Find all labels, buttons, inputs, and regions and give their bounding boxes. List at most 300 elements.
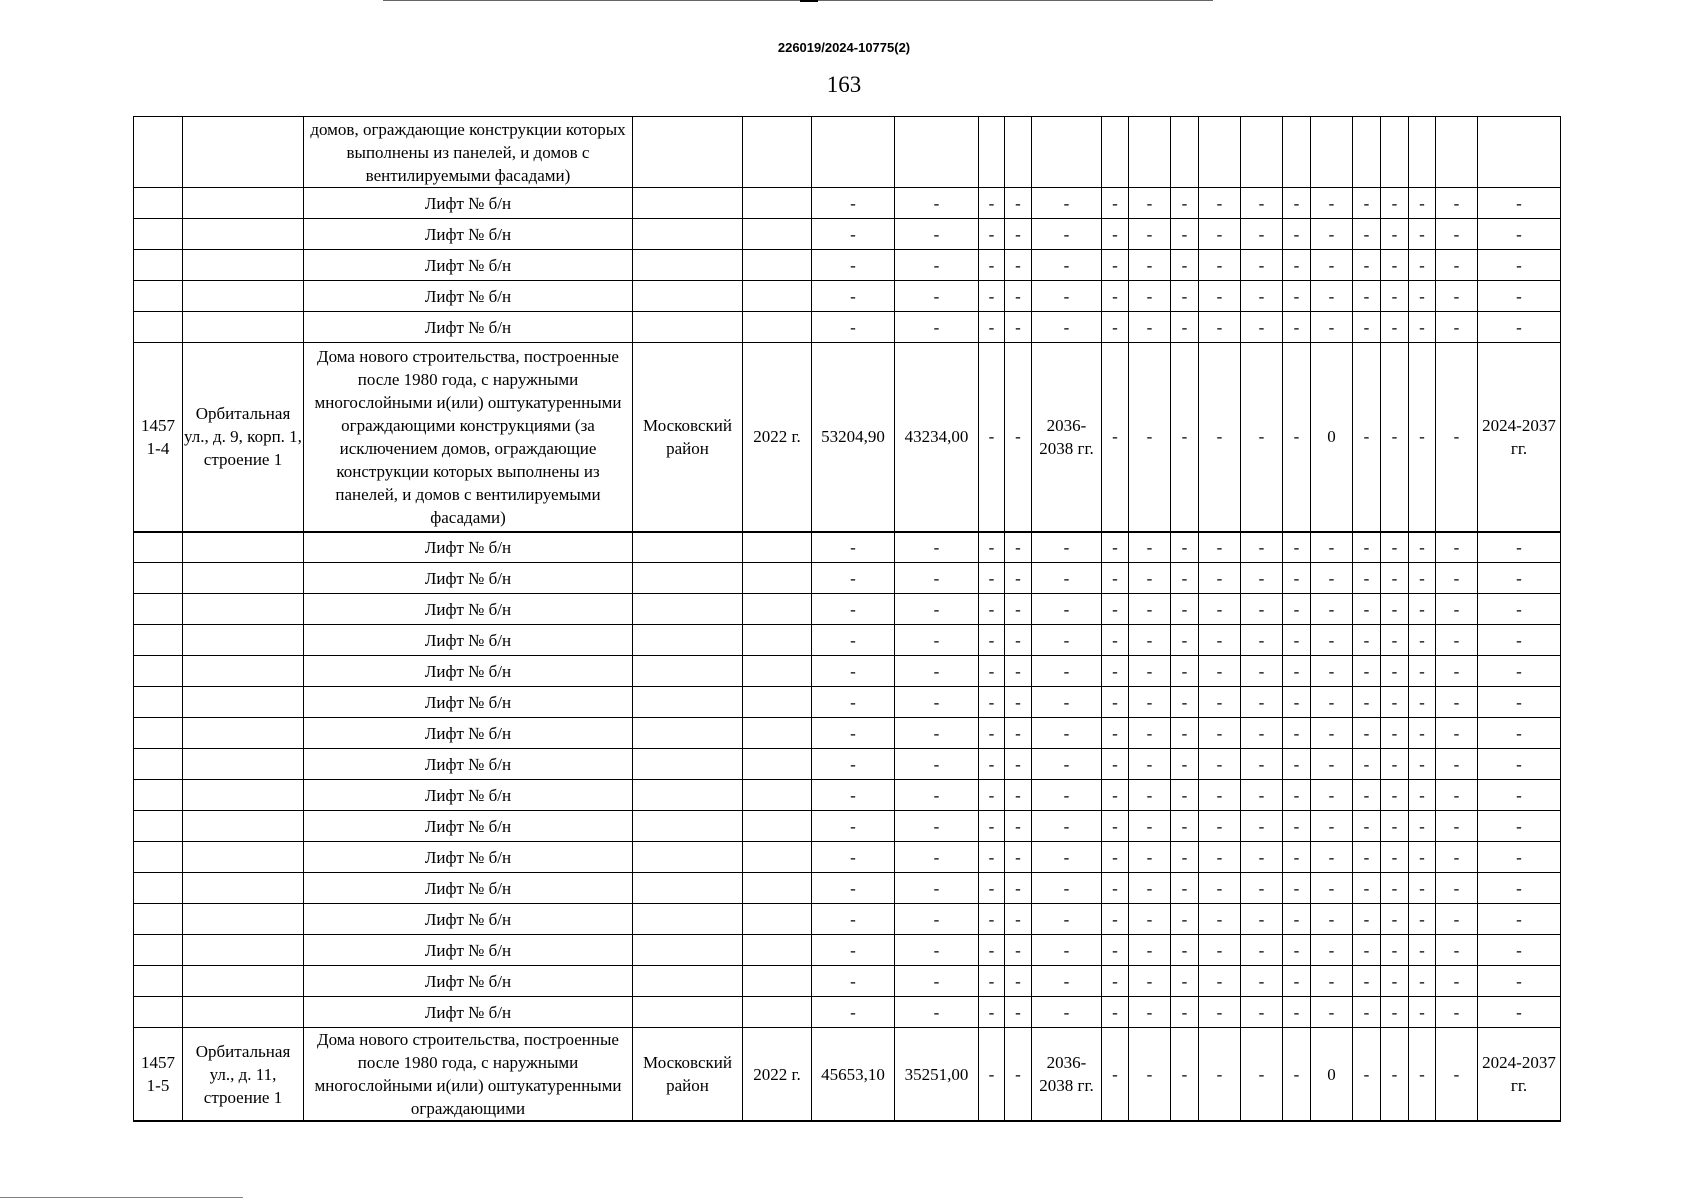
- cell-c17: -: [1311, 997, 1353, 1028]
- cell-c20: -: [1409, 656, 1436, 687]
- cell-c14: -: [1199, 563, 1241, 594]
- cell-c21: -: [1436, 904, 1478, 935]
- cell-c11: -: [1102, 811, 1129, 842]
- cell-c17: -: [1311, 625, 1353, 656]
- cell-c9: -: [1005, 343, 1032, 532]
- cell-row-number: [134, 904, 183, 935]
- cell-c19: [1381, 117, 1409, 188]
- cell-row-number: [134, 281, 183, 312]
- cell-c17: -: [1311, 594, 1353, 625]
- cell-c13: -: [1171, 935, 1199, 966]
- cell-c13: -: [1171, 842, 1199, 873]
- cell-c11: -: [1102, 188, 1129, 219]
- cell-residential-area: -: [895, 780, 979, 811]
- cell-repair-term: [1478, 117, 1561, 188]
- cell-c12: -: [1129, 749, 1171, 780]
- cell-repair-period: -: [1032, 250, 1102, 281]
- cell-repair-period: -: [1032, 625, 1102, 656]
- cell-c20: -: [1409, 718, 1436, 749]
- lift-row: [134, 281, 1561, 312]
- cell-c16: -: [1283, 904, 1311, 935]
- cell-c21: -: [1436, 997, 1478, 1028]
- cell-c14: -: [1199, 966, 1241, 997]
- cell-c19: -: [1381, 281, 1409, 312]
- cell-c16: -: [1283, 687, 1311, 718]
- cell-c20: -: [1409, 281, 1436, 312]
- cell-c13: -: [1171, 594, 1199, 625]
- cell-c13: -: [1171, 997, 1199, 1028]
- cell-c18: -: [1353, 594, 1381, 625]
- house-row: [134, 343, 1561, 532]
- cell-total-area: -: [812, 563, 895, 594]
- cell-c14: -: [1199, 188, 1241, 219]
- cell-c21: -: [1436, 250, 1478, 281]
- cell-district: [633, 935, 743, 966]
- cell-c15: -: [1241, 188, 1283, 219]
- cell-c16: -: [1283, 312, 1311, 343]
- cell-c8: -: [979, 219, 1005, 250]
- cell-c15: -: [1241, 563, 1283, 594]
- cell-c14: -: [1199, 250, 1241, 281]
- cell-c12: -: [1129, 219, 1171, 250]
- cell-building-type: Лифт № б/н: [304, 250, 633, 281]
- cell-c18: -: [1353, 718, 1381, 749]
- cell-total-area: -: [812, 997, 895, 1028]
- cell-c12: -: [1129, 1028, 1171, 1122]
- cell-repair-period: -: [1032, 656, 1102, 687]
- cell-district: Московский район: [633, 343, 743, 532]
- cell-address: [183, 312, 304, 343]
- cell-c9: -: [1005, 219, 1032, 250]
- cell-c13: -: [1171, 966, 1199, 997]
- cell-c8: -: [979, 749, 1005, 780]
- cell-repair-term: -: [1478, 811, 1561, 842]
- cell-building-type: Дома нового строительства, построенные после 1980 года, с наружными многослойными и(или) оштукатуренными ограждающими: [304, 1028, 633, 1122]
- cell-c18: -: [1353, 532, 1381, 563]
- lift-row: [134, 749, 1561, 780]
- lift-row: [134, 188, 1561, 219]
- cell-c11: -: [1102, 625, 1129, 656]
- cell-c13: -: [1171, 343, 1199, 532]
- cell-building-type: Лифт № б/н: [304, 718, 633, 749]
- cell-residential-area: -: [895, 842, 979, 873]
- cell-total-area: [812, 117, 895, 188]
- cell-c18: -: [1353, 749, 1381, 780]
- cell-row-number: [134, 749, 183, 780]
- cell-residential-area: -: [895, 935, 979, 966]
- cell-repair-period: 2036-2038 гг.: [1032, 343, 1102, 532]
- cell-c17: -: [1311, 718, 1353, 749]
- cell-inspection-year: [743, 997, 812, 1028]
- cell-c21: -: [1436, 188, 1478, 219]
- cell-c18: -: [1353, 935, 1381, 966]
- cell-c14: -: [1199, 935, 1241, 966]
- cell-c18: -: [1353, 966, 1381, 997]
- cell-c11: -: [1102, 563, 1129, 594]
- cell-c15: -: [1241, 532, 1283, 563]
- cell-c18: -: [1353, 656, 1381, 687]
- cell-c12: -: [1129, 842, 1171, 873]
- cell-inspection-year: [743, 532, 812, 563]
- cell-c18: -: [1353, 343, 1381, 532]
- cell-total-area: -: [812, 312, 895, 343]
- cell-building-type: Лифт № б/н: [304, 532, 633, 563]
- cell-c11: -: [1102, 594, 1129, 625]
- cell-building-type: Лифт № б/н: [304, 904, 633, 935]
- cell-c19: -: [1381, 625, 1409, 656]
- cell-c8: -: [979, 281, 1005, 312]
- cell-inspection-year: [743, 687, 812, 718]
- cell-c9: -: [1005, 281, 1032, 312]
- cell-residential-area: -: [895, 312, 979, 343]
- cell-c11: -: [1102, 219, 1129, 250]
- cell-c9: -: [1005, 188, 1032, 219]
- cell-inspection-year: [743, 656, 812, 687]
- cell-c8: -: [979, 594, 1005, 625]
- cell-row-number: 1457 1-4: [134, 343, 183, 532]
- cell-c16: -: [1283, 250, 1311, 281]
- cell-c14: -: [1199, 811, 1241, 842]
- cell-building-type: Лифт № б/н: [304, 842, 633, 873]
- cell-inspection-year: [743, 594, 812, 625]
- cell-district: [633, 873, 743, 904]
- cell-c19: -: [1381, 842, 1409, 873]
- cell-repair-term: -: [1478, 656, 1561, 687]
- cell-c8: -: [979, 811, 1005, 842]
- cell-total-area: -: [812, 718, 895, 749]
- cell-row-number: [134, 718, 183, 749]
- cell-c13: [1171, 117, 1199, 188]
- cell-address: [183, 117, 304, 188]
- cell-c11: -: [1102, 780, 1129, 811]
- cell-c18: -: [1353, 1028, 1381, 1122]
- cell-district: [633, 687, 743, 718]
- cell-c20: -: [1409, 343, 1436, 532]
- cell-inspection-year: [743, 935, 812, 966]
- cell-c16: -: [1283, 625, 1311, 656]
- cell-district: [633, 749, 743, 780]
- cell-address: [183, 749, 304, 780]
- cell-repair-term: -: [1478, 687, 1561, 718]
- cell-c15: -: [1241, 281, 1283, 312]
- cell-residential-area: -: [895, 594, 979, 625]
- cell-c19: -: [1381, 250, 1409, 281]
- cell-c8: -: [979, 250, 1005, 281]
- cell-c11: -: [1102, 997, 1129, 1028]
- cell-inspection-year: [743, 811, 812, 842]
- cell-district: [633, 250, 743, 281]
- cell-repair-term: -: [1478, 749, 1561, 780]
- cell-c15: -: [1241, 966, 1283, 997]
- cell-c9: -: [1005, 718, 1032, 749]
- cell-total-area: -: [812, 780, 895, 811]
- cell-repair-period: -: [1032, 966, 1102, 997]
- cell-c11: -: [1102, 250, 1129, 281]
- cell-c13: -: [1171, 780, 1199, 811]
- cell-building-type: Лифт № б/н: [304, 873, 633, 904]
- cell-c8: -: [979, 312, 1005, 343]
- cell-c17: -: [1311, 250, 1353, 281]
- cell-c20: -: [1409, 997, 1436, 1028]
- cell-c8: -: [979, 718, 1005, 749]
- cell-row-number: [134, 811, 183, 842]
- cell-c16: -: [1283, 842, 1311, 873]
- cell-inspection-year: 2022 г.: [743, 1028, 812, 1122]
- cell-residential-area: -: [895, 997, 979, 1028]
- lift-row: [134, 656, 1561, 687]
- cell-building-type: Лифт № б/н: [304, 966, 633, 997]
- cell-residential-area: -: [895, 749, 979, 780]
- cell-c20: -: [1409, 811, 1436, 842]
- cell-c20: -: [1409, 904, 1436, 935]
- cell-address: [183, 532, 304, 563]
- cell-district: [633, 532, 743, 563]
- cell-c8: -: [979, 687, 1005, 718]
- cell-repair-term: -: [1478, 935, 1561, 966]
- lift-row: [134, 966, 1561, 997]
- cell-c9: -: [1005, 780, 1032, 811]
- cell-c18: -: [1353, 563, 1381, 594]
- cell-building-type: Лифт № б/н: [304, 780, 633, 811]
- cell-c15: -: [1241, 997, 1283, 1028]
- cell-repair-term: -: [1478, 563, 1561, 594]
- cell-c19: -: [1381, 811, 1409, 842]
- cell-c14: -: [1199, 656, 1241, 687]
- cell-c14: -: [1199, 343, 1241, 532]
- cell-c8: -: [979, 656, 1005, 687]
- cell-c16: -: [1283, 594, 1311, 625]
- cell-c9: [1005, 117, 1032, 188]
- cell-residential-area: -: [895, 718, 979, 749]
- cell-inspection-year: [743, 842, 812, 873]
- cell-total-area: -: [812, 188, 895, 219]
- cell-c9: -: [1005, 1028, 1032, 1122]
- cell-residential-area: -: [895, 904, 979, 935]
- lift-row: [134, 904, 1561, 935]
- cell-c9: -: [1005, 997, 1032, 1028]
- cell-c21: -: [1436, 687, 1478, 718]
- cell-inspection-year: [743, 873, 812, 904]
- cell-c12: -: [1129, 343, 1171, 532]
- cell-c17: -: [1311, 780, 1353, 811]
- cell-address: [183, 935, 304, 966]
- lift-row: [134, 250, 1561, 281]
- cell-address: [183, 219, 304, 250]
- cell-c21: -: [1436, 780, 1478, 811]
- cell-c14: -: [1199, 625, 1241, 656]
- cell-c11: -: [1102, 966, 1129, 997]
- cell-residential-area: -: [895, 250, 979, 281]
- cell-c18: -: [1353, 842, 1381, 873]
- cell-c11: -: [1102, 718, 1129, 749]
- cell-total-area: -: [812, 625, 895, 656]
- cell-c12: -: [1129, 935, 1171, 966]
- cell-c20: -: [1409, 749, 1436, 780]
- cell-c9: -: [1005, 935, 1032, 966]
- cell-repair-period: -: [1032, 594, 1102, 625]
- cell-c17: -: [1311, 935, 1353, 966]
- cell-address: [183, 780, 304, 811]
- cell-c12: -: [1129, 250, 1171, 281]
- cell-c14: -: [1199, 219, 1241, 250]
- cell-c14: -: [1199, 532, 1241, 563]
- cell-c19: -: [1381, 188, 1409, 219]
- cell-c15: -: [1241, 625, 1283, 656]
- cell-c14: [1199, 117, 1241, 188]
- cell-building-type: Лифт № б/н: [304, 656, 633, 687]
- cell-total-area: -: [812, 250, 895, 281]
- cell-repair-term: -: [1478, 625, 1561, 656]
- cell-address: Орбитальная ул., д. 11, строение 1: [183, 1028, 304, 1122]
- cell-residential-area: -: [895, 532, 979, 563]
- cell-c12: -: [1129, 594, 1171, 625]
- cell-c16: -: [1283, 188, 1311, 219]
- cell-row-number: [134, 563, 183, 594]
- cell-repair-term: -: [1478, 780, 1561, 811]
- cell-repair-period: -: [1032, 904, 1102, 935]
- cell-c16: -: [1283, 532, 1311, 563]
- document-number: 226019/2024-10775(2): [777, 40, 911, 55]
- cell-repair-period: -: [1032, 811, 1102, 842]
- cell-district: [633, 904, 743, 935]
- cell-address: [183, 687, 304, 718]
- cell-c14: -: [1199, 687, 1241, 718]
- cell-total-area: 53204,90: [812, 343, 895, 532]
- cell-c13: -: [1171, 749, 1199, 780]
- cell-c17: -: [1311, 188, 1353, 219]
- cell-inspection-year: 2022 г.: [743, 343, 812, 532]
- cell-c12: -: [1129, 563, 1171, 594]
- cell-inspection-year: [743, 563, 812, 594]
- cell-c9: -: [1005, 749, 1032, 780]
- cell-district: [633, 281, 743, 312]
- cell-c8: -: [979, 966, 1005, 997]
- cell-c12: -: [1129, 312, 1171, 343]
- cell-residential-area: -: [895, 873, 979, 904]
- cell-c12: -: [1129, 687, 1171, 718]
- cell-total-area: -: [812, 594, 895, 625]
- cell-c18: -: [1353, 780, 1381, 811]
- cell-c21: -: [1436, 1028, 1478, 1122]
- cell-c11: -: [1102, 532, 1129, 563]
- cell-address: [183, 966, 304, 997]
- cell-c16: -: [1283, 935, 1311, 966]
- cell-c19: -: [1381, 780, 1409, 811]
- cell-row-number: [134, 594, 183, 625]
- cell-row-number: [134, 935, 183, 966]
- cell-c14: -: [1199, 594, 1241, 625]
- cell-repair-term: -: [1478, 219, 1561, 250]
- cell-total-area: -: [812, 219, 895, 250]
- cell-district: [633, 966, 743, 997]
- cell-c17: -: [1311, 873, 1353, 904]
- cell-c19: -: [1381, 343, 1409, 532]
- cell-total-area: -: [812, 873, 895, 904]
- cell-c20: -: [1409, 873, 1436, 904]
- cell-inspection-year: [743, 904, 812, 935]
- cell-c15: -: [1241, 873, 1283, 904]
- cell-repair-period: -: [1032, 842, 1102, 873]
- cell-building-type: Лифт № б/н: [304, 281, 633, 312]
- cell-c18: -: [1353, 687, 1381, 718]
- cell-c20: -: [1409, 625, 1436, 656]
- cell-c17: -: [1311, 749, 1353, 780]
- cell-row-number: [134, 219, 183, 250]
- cell-c13: -: [1171, 281, 1199, 312]
- cell-c20: -: [1409, 966, 1436, 997]
- cell-address: [183, 811, 304, 842]
- cell-district: [633, 842, 743, 873]
- cell-c21: -: [1436, 718, 1478, 749]
- cell-c17: 0: [1311, 343, 1353, 532]
- cell-c11: -: [1102, 687, 1129, 718]
- cell-c21: -: [1436, 873, 1478, 904]
- cell-c9: -: [1005, 594, 1032, 625]
- cell-c20: -: [1409, 532, 1436, 563]
- cell-repair-term: -: [1478, 594, 1561, 625]
- cell-c13: -: [1171, 563, 1199, 594]
- cell-c20: -: [1409, 250, 1436, 281]
- cell-c18: [1353, 117, 1381, 188]
- cell-row-number: [134, 873, 183, 904]
- cell-repair-term: -: [1478, 904, 1561, 935]
- cell-c8: [979, 117, 1005, 188]
- cell-district: Московский район: [633, 1028, 743, 1122]
- cell-c14: -: [1199, 749, 1241, 780]
- cell-inspection-year: [743, 625, 812, 656]
- cell-total-area: -: [812, 904, 895, 935]
- cell-c15: -: [1241, 842, 1283, 873]
- cell-c16: -: [1283, 656, 1311, 687]
- cell-c17: -: [1311, 563, 1353, 594]
- cell-c21: -: [1436, 343, 1478, 532]
- cell-repair-term: -: [1478, 281, 1561, 312]
- lift-row: [134, 687, 1561, 718]
- cell-total-area: -: [812, 935, 895, 966]
- cell-address: [183, 625, 304, 656]
- cell-repair-period: -: [1032, 312, 1102, 343]
- cell-row-number: [134, 312, 183, 343]
- cell-c17: -: [1311, 811, 1353, 842]
- cell-c15: -: [1241, 219, 1283, 250]
- cell-building-type: Лифт № б/н: [304, 188, 633, 219]
- cell-c14: -: [1199, 718, 1241, 749]
- cell-c9: -: [1005, 842, 1032, 873]
- cell-c15: -: [1241, 935, 1283, 966]
- cell-building-type: Лифт № б/н: [304, 312, 633, 343]
- cell-inspection-year: [743, 749, 812, 780]
- cell-row-number: [134, 780, 183, 811]
- cell-c19: -: [1381, 966, 1409, 997]
- cell-district: [633, 718, 743, 749]
- cell-inspection-year: [743, 281, 812, 312]
- cell-c11: -: [1102, 749, 1129, 780]
- cell-residential-area: -: [895, 625, 979, 656]
- cell-c11: -: [1102, 904, 1129, 935]
- cell-c15: [1241, 117, 1283, 188]
- cell-c13: -: [1171, 250, 1199, 281]
- cell-district: [633, 656, 743, 687]
- cell-c8: -: [979, 904, 1005, 935]
- cell-c16: -: [1283, 749, 1311, 780]
- cell-c21: -: [1436, 312, 1478, 343]
- housing-register-table: [133, 116, 1561, 1122]
- cell-residential-area: [895, 117, 979, 188]
- cell-repair-period: -: [1032, 563, 1102, 594]
- cell-total-area: 45653,10: [812, 1028, 895, 1122]
- cell-residential-area: -: [895, 811, 979, 842]
- cell-c14: -: [1199, 312, 1241, 343]
